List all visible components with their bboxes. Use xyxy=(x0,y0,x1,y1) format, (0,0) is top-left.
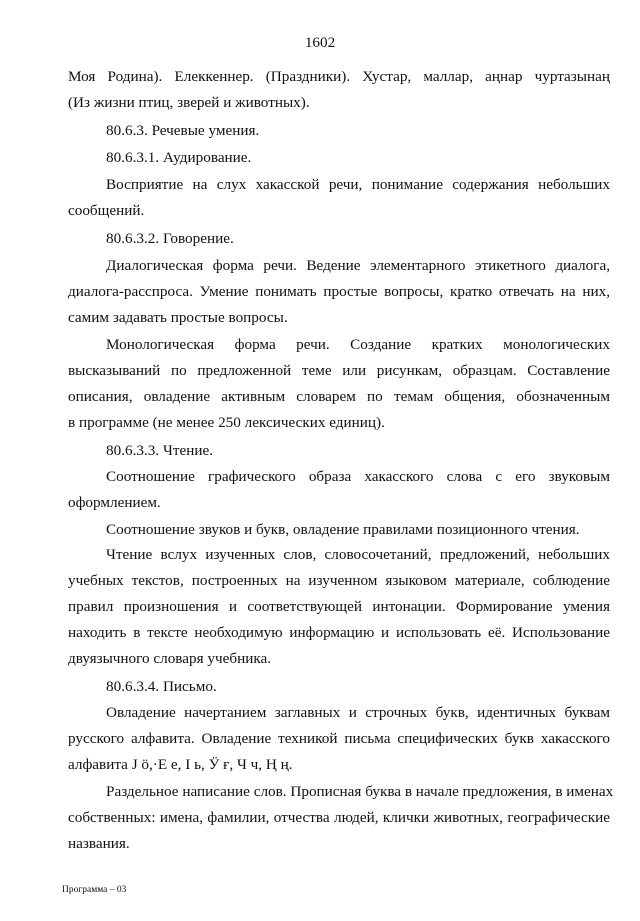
text-line: Овладение начертанием заглавных и строчных букв, идентичных буквам xyxy=(106,704,610,721)
paragraph-continuation xyxy=(68,64,610,116)
text-line: находить в тексте необходимую информацию и использовать её. Использование xyxy=(68,624,610,641)
paragraph xyxy=(68,172,610,224)
section-heading-speaking: 80.6.3.2. Говорение. xyxy=(106,230,234,247)
text-line: Моя Родина). Елеккеннер. (Праздники). Хустар, маллар, аңнар чуртазынаң xyxy=(68,68,610,85)
text-line: сообщений. xyxy=(68,202,145,219)
section-heading-reading: 80.6.3.3. Чтение. xyxy=(106,442,213,459)
text-line: Чтение вслух изученных слов, словосочетаний, предложений, небольших xyxy=(106,546,610,563)
text-line: Соотношение графического образа хакасского слова с его звуковым xyxy=(106,468,610,485)
text-line: собственных: имена, фамилии, отчества людей, клички животных, географические xyxy=(68,809,610,826)
text-line: самим задавать простые вопросы. xyxy=(68,309,288,326)
section-heading-listening: 80.6.3.1. Аудирование. xyxy=(106,149,252,166)
page-number: 1602 xyxy=(304,34,336,51)
text-line: оформлением. xyxy=(68,494,161,511)
text-line: (Из жизни птиц, зверей и животных). xyxy=(68,94,310,111)
section-heading-speech-skills: 80.6.3. Речевые умения. xyxy=(106,122,260,139)
text-line: правил произношения и соответствующей интонации. Формирование умения xyxy=(68,598,610,615)
text-line: в программе (не менее 250 лексических единиц). xyxy=(68,414,385,431)
text-line: Монологическая форма речи. Создание кратких монологических xyxy=(106,336,610,353)
text-line: названия. xyxy=(68,835,130,852)
text-line: диалога-расспроса. Умение понимать простые вопросы, кратко отвечать на них, xyxy=(68,283,610,300)
section-heading-writing: 80.6.3.4. Письмо. xyxy=(106,678,217,695)
text-line: двуязычного словаря учебника. xyxy=(68,650,272,667)
paragraph xyxy=(68,542,610,672)
text-line: высказываний по предложенной теме или рисункам, образцам. Составление xyxy=(68,362,610,379)
paragraph xyxy=(68,464,610,516)
paragraph-single: Соотношение звуков и букв, овладение правилами позиционного чтения. xyxy=(106,521,580,538)
text-line: описания, овладение активным словарем по темам общения, обозначенным xyxy=(68,388,610,405)
text-line: учебных текстов, построенных на изученном языковом материале, соблюдение xyxy=(68,572,610,589)
paragraph xyxy=(68,779,614,857)
text-line: Восприятие на слух хакасской речи, понимание содержания небольших xyxy=(106,176,610,193)
paragraph xyxy=(68,253,610,331)
footer-label: Программа – 03 xyxy=(62,885,127,895)
paragraph xyxy=(68,700,610,778)
text-line: алфавита Ј ӧ,·Е е, І ь, Ӱ ғ, Ч ч, Ң ң. xyxy=(68,756,293,773)
text-line: Диалогическая форма речи. Ведение элементарного этикетного диалога, xyxy=(106,257,610,274)
paragraph xyxy=(68,332,610,436)
text-line: Раздельное написание слов. Прописная буква в начале предложения, в именах xyxy=(106,783,614,800)
text-line: русского алфавита. Овладение техникой письма специфических букв хакасского xyxy=(68,730,610,747)
